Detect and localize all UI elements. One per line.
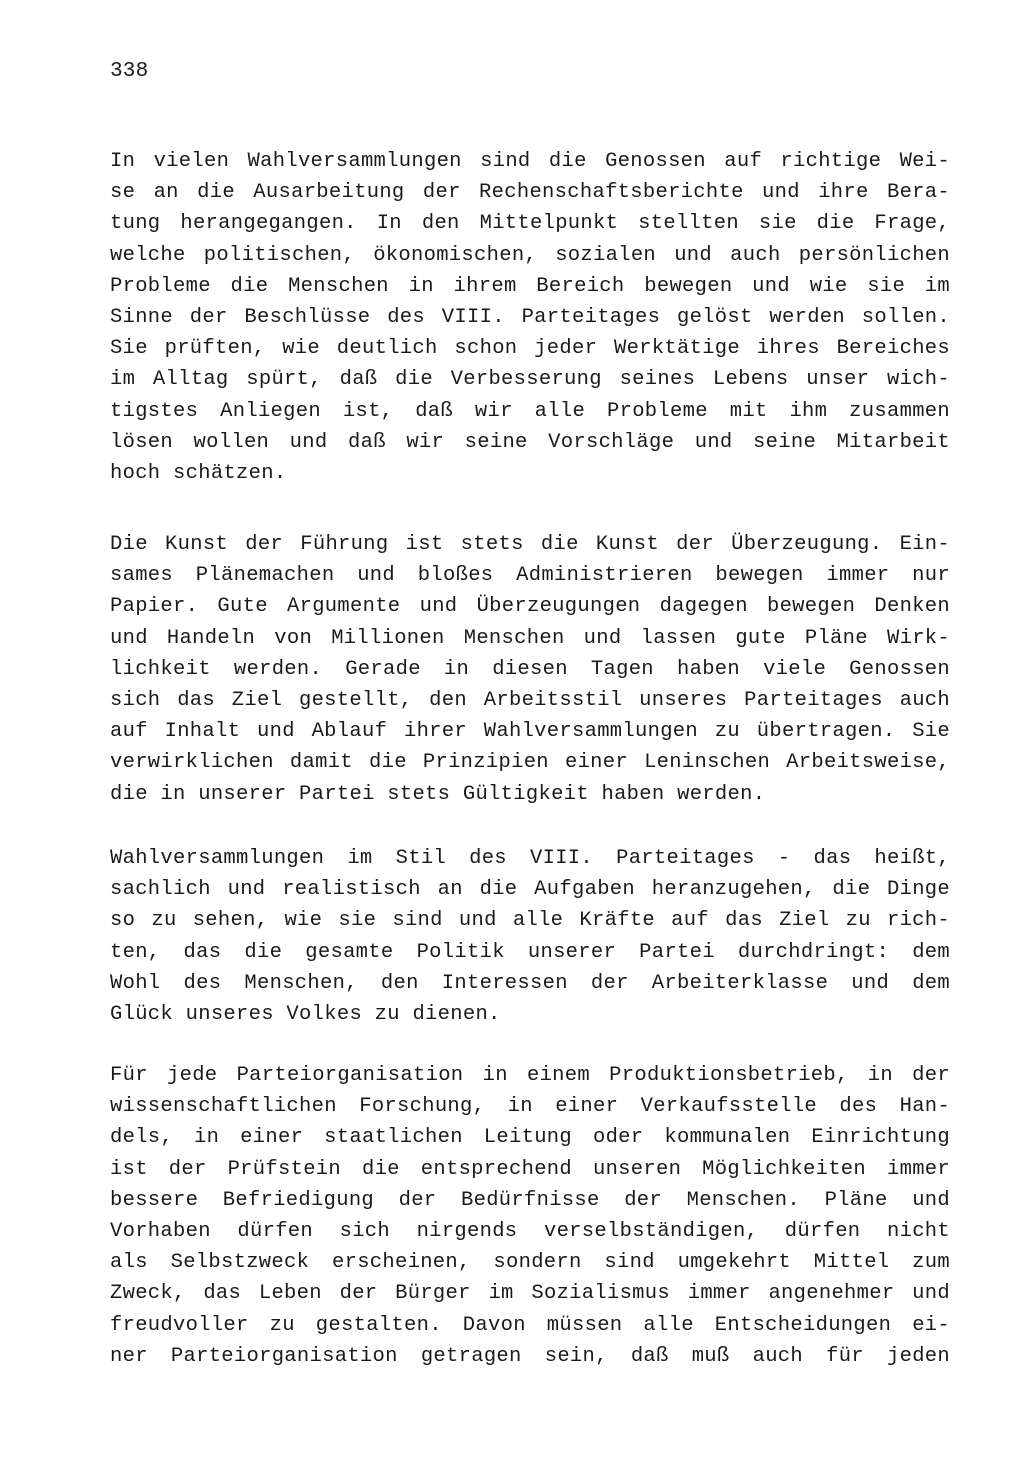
paragraph-4 — [110, 1060, 950, 1372]
text-line: Papier. Gute Argumente und Überzeugungen dagegen bewegen Denken — [110, 595, 950, 619]
text-line: freudvoller zu gestalten. Davon müssen alle Entscheidungen ei- — [110, 1313, 950, 1337]
text-line: Wohl des Menschen, den Interessen der Arbeiterklasse und dem — [110, 971, 950, 995]
text-line: tung herangegangen. In den Mittelpunkt stellten sie die Frage, — [110, 212, 950, 236]
text-line: tigstes Anliegen ist, daß wir alle Probleme mit ihm zusammen — [110, 399, 950, 423]
text-line: ten, das die gesamte Politik unserer Partei durchdringt: dem — [110, 940, 950, 964]
text-line: Für jede Parteiorganisation in einem Produktionsbetrieb, in der — [110, 1064, 950, 1087]
text-line: lichkeit werden. Gerade in diesen Tagen haben viele Genossen — [110, 657, 950, 681]
text-line: ist der Prüfstein die entsprechend unseren Möglichkeiten immer — [110, 1157, 950, 1181]
paragraph-3 — [110, 843, 950, 1030]
text-line: bessere Befriedigung der Bedürfnisse der Menschen. Pläne und — [110, 1188, 950, 1212]
text-line: die in unserer Partei stets Gültigkeit haben werden. — [110, 782, 766, 806]
paragraph-2 — [110, 529, 950, 810]
text-line: Glück unseres Volkes zu dienen. — [110, 1003, 501, 1027]
text-line: welche politischen, ökonomischen, sozialen und auch persönlichen — [110, 243, 950, 267]
text-line: auf Inhalt und Ablauf ihrer Wahlversammlungen zu übertragen. Sie — [110, 720, 950, 744]
text-line: Sie prüften, wie deutlich schon jeder Werktätige ihres Bereiches — [110, 337, 950, 361]
text-line: sachlich und realistisch an die Aufgaben heranzugehen, die Dinge — [110, 878, 950, 902]
text-line: wissenschaftlichen Forschung, in einer Verkaufsstelle des Han- — [110, 1095, 950, 1119]
text-line: und Handeln von Millionen Menschen und lassen gute Pläne Wirk- — [110, 626, 950, 650]
text-line: Vorhaben dürfen sich nirgends verselbständigen, dürfen nicht — [110, 1220, 950, 1244]
text-line: als Selbstzweck erscheinen, sondern sind umgekehrt Mittel zum — [110, 1251, 950, 1275]
paragraph-1 — [110, 146, 950, 489]
text-line: lösen wollen und daß wir seine Vorschläge und seine Mitarbeit — [110, 430, 950, 454]
text-line: hoch schätzen. — [110, 462, 287, 486]
text-line: sich das Ziel gestellt, den Arbeitsstil unseres Parteitages auch — [110, 689, 950, 713]
text-line: sames Plänemachen und bloßes Administrieren bewegen immer nur — [110, 564, 950, 588]
text-line: ner Parteiorganisation getragen sein, daß muß auch für jeden — [110, 1344, 950, 1368]
text-line: Zweck, das Leben der Bürger im Sozialismus immer angenehmer und — [110, 1282, 950, 1306]
text-line: Die Kunst der Führung ist stets die Kunst der Überzeugung. Ein- — [110, 533, 950, 556]
text-line: dels, in einer staatlichen Leitung oder kommunalen Einrichtung — [110, 1126, 950, 1150]
text-line: Probleme die Menschen in ihrem Bereich bewegen und wie sie im — [110, 274, 950, 298]
text-line: Sinne der Beschlüsse des VIII. Parteitages gelöst werden sollen. — [110, 306, 950, 330]
text-line: Wahlversammlungen im Stil des VIII. Parteitages - das heißt, — [110, 847, 950, 870]
text-line: se an die Ausarbeitung der Rechenschaftsberichte und ihre Bera- — [110, 181, 950, 205]
text-line: In vielen Wahlversammlungen sind die Genossen auf richtige Wei- — [110, 150, 950, 173]
text-line: im Alltag spürt, daß die Verbesserung seines Lebens unser wich- — [110, 368, 950, 392]
text-line: so zu sehen, wie sie sind und alle Kräfte auf das Ziel zu rich- — [110, 909, 950, 933]
page-number: 338 — [110, 60, 149, 83]
text-line: verwirklichen damit die Prinzipien einer Leninschen Arbeitsweise, — [110, 751, 950, 775]
